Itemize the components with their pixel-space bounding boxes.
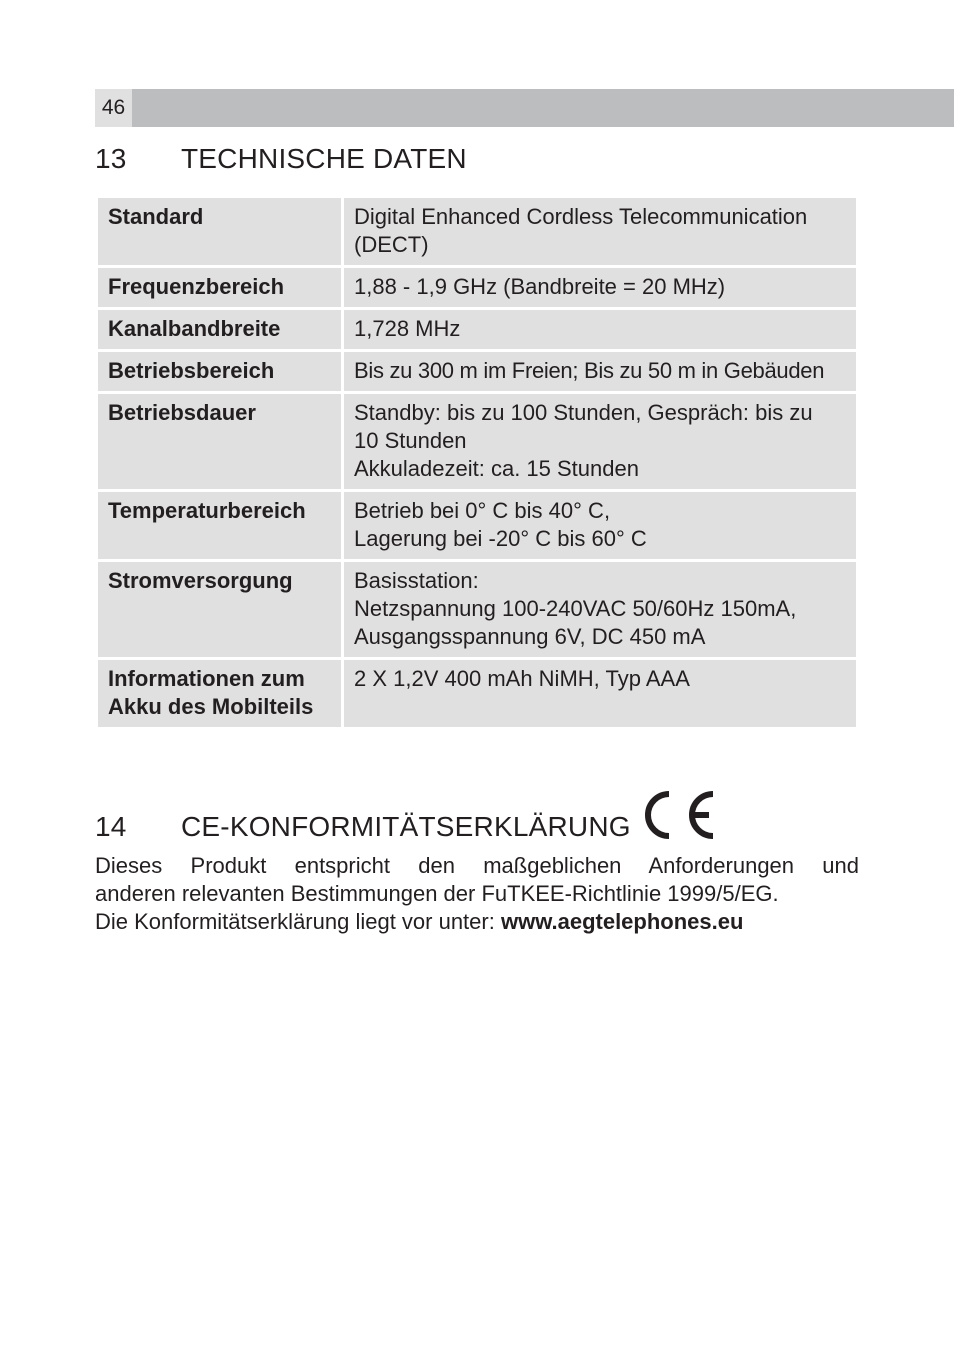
value-line: Standby: bis zu 100 Stunden, Gespräch: bis zu — [354, 400, 813, 425]
table-row — [98, 268, 856, 307]
table-row — [98, 492, 856, 559]
website-link[interactable]: www.aegtelephones.eu — [500, 909, 744, 934]
page-number: 46 — [95, 89, 132, 127]
conformity-paragraph — [95, 852, 859, 936]
value-line: Lagerung bei -20° C bis 60° C — [354, 526, 647, 551]
table-row — [98, 198, 856, 265]
section-number: 14 — [95, 811, 127, 842]
table-row — [98, 352, 856, 391]
row-label: Kanalbandbreite — [98, 310, 341, 349]
table-row — [98, 310, 856, 349]
value-line: Ausgangsspannung 6V, DC 450 mA — [354, 624, 706, 649]
section-13-heading — [95, 143, 467, 175]
section-title: TECHNISCHE DATEN — [181, 143, 467, 174]
value-line: Digital Enhanced Cordless Telecommunication — [354, 204, 808, 229]
row-label: Stromversorgung — [98, 562, 341, 657]
header-bar — [132, 89, 954, 127]
paragraph-line: Dieses Produkt entspricht den maßgeblichen Anforderungen und — [95, 853, 859, 878]
table-row — [98, 660, 856, 727]
value-line: (DECT) — [354, 232, 429, 257]
row-value — [344, 562, 856, 657]
ce-mark-icon — [635, 790, 715, 847]
label-line: Akku des Mobilteils — [108, 694, 314, 719]
row-value — [344, 310, 856, 349]
value-line: Netzspannung 100-240VAC 50/60Hz 150mA, — [354, 596, 797, 621]
row-value — [344, 394, 856, 489]
paragraph-line: anderen relevanten Bestimmungen der FuTKEE-Richtlinie 1999/5/EG. — [95, 881, 779, 906]
section-number: 13 — [95, 143, 127, 174]
value-line: Bis zu 300 m im Freien; Bis zu 50 m in Gebäuden — [354, 358, 825, 383]
row-value — [344, 268, 856, 307]
row-value — [344, 198, 856, 265]
page-header — [95, 89, 954, 127]
row-value — [344, 492, 856, 559]
value-line: Akkuladezeit: ca. 15 Stunden — [354, 456, 639, 481]
paragraph-text: Die Konformitätserklärung liegt vor unter: — [95, 909, 501, 934]
row-value — [344, 660, 856, 727]
row-label: Temperaturbereich — [98, 492, 341, 559]
value-line: 1,88 - 1,9 GHz (Bandbreite = 20 MHz) — [354, 274, 726, 299]
row-value — [344, 352, 856, 391]
section-title: CE-KONFORMITÄTSERKLÄRUNG — [181, 811, 631, 842]
value-line: 10 Stunden — [354, 428, 467, 453]
technical-data-table — [95, 195, 859, 730]
value-line: 2 X 1,2V 400 mAh NiMH, Typ AAA — [354, 666, 690, 691]
value-line: 1,728 MHz — [354, 316, 461, 341]
value-line: Betrieb bei 0° C bis 40° C, — [354, 498, 611, 523]
table-row — [98, 394, 856, 489]
label-line: Informationen zum — [108, 666, 305, 691]
paragraph-line — [95, 908, 859, 936]
row-label: Betriebsdauer — [98, 394, 341, 489]
row-label: Frequenzbereich — [98, 268, 341, 307]
row-label — [98, 660, 341, 727]
table-row — [98, 562, 856, 657]
row-label: Betriebsbereich — [98, 352, 341, 391]
value-line: Basisstation: — [354, 568, 479, 593]
section-14-heading — [95, 790, 715, 847]
row-label: Standard — [98, 198, 341, 265]
